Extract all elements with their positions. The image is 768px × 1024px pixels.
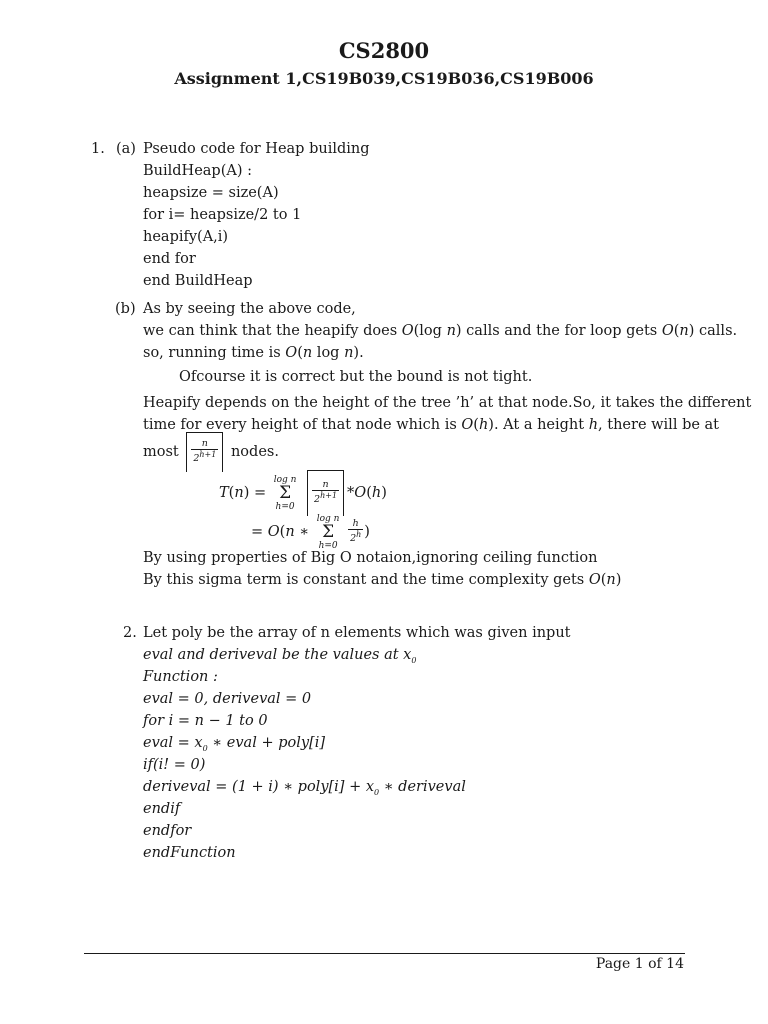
summation-2: log n Σ h=0 — [316, 513, 340, 551]
code-line-2: heapsize = size(A) — [143, 185, 279, 201]
page-number: Page 1 of 14 — [595, 956, 684, 972]
q2-intro: Let poly be the array of n elements which was given input — [143, 625, 571, 641]
part-b-line-7: most $\frac{n}{2^{h+1}}$ nodes. — [143, 432, 279, 472]
part-a-heading: Pseudo code for Heap building — [143, 141, 370, 157]
question-1-number: 1. — [91, 141, 105, 157]
part-a-label: (a) — [116, 141, 136, 157]
q2-line-2: Function : — [143, 669, 218, 685]
q2-line-8: endif — [143, 801, 181, 817]
summation: log n Σ h=0 — [273, 474, 297, 512]
q2-line-4: for i = n − 1 to 0 — [143, 713, 268, 729]
part-b-line-8: By using properties of Big O notaion,ignoring ceiling function — [143, 550, 598, 566]
part-b-line-9: By this sigma term is constant and the time complexity gets O(n) — [143, 572, 622, 588]
code-line-5: end for — [143, 251, 196, 267]
q2-line-3: eval = 0, deriveval = 0 — [143, 691, 312, 707]
code-line-6: end BuildHeap — [143, 273, 253, 289]
part-b-line-3: so, running time is O(n log n). — [143, 345, 364, 361]
q2-line-9: endfor — [143, 823, 192, 839]
code-line-4: heapify(A,i) — [143, 229, 229, 245]
part-b-line-6: time for every height of that node which is O(h). At a height h, there will be at — [143, 417, 720, 433]
equation-2: = O(n ∗ log n Σ h=0 $\frac{h}{2^h}$ ) — [251, 513, 370, 551]
document-title: CS2800 — [338, 38, 430, 63]
q2-line-10: endFunction — [143, 845, 236, 861]
q2-line-1: eval and deriveval be the values at $x_0$ — [143, 647, 417, 665]
q2-line-5: eval = $x_0$ ∗ eval + poly[i] — [143, 735, 325, 753]
q2-line-7: deriveval = (1 + i) ∗ poly[i] + $x_0$ ∗ deriveval — [143, 779, 466, 797]
part-b-line-1: As by seeing the above code, — [143, 301, 356, 317]
question-2-number: 2. — [123, 625, 137, 641]
code-line-1: BuildHeap(A) : — [143, 163, 252, 179]
equation-1: T(n) = log n Σ h=0 $\frac{n}{2^{h+1}}$ *O(h) — [219, 470, 387, 516]
part-b-label: (b) — [115, 301, 136, 317]
part-b-line-4: Ofcourse it is correct but the bound is not tight. — [179, 369, 533, 385]
code-line-3: for i= heapsize/2 to 1 — [143, 207, 302, 223]
part-b-line-5: Heapify depends on the height of the tree ’h’ at that node.So, it takes the different — [143, 395, 752, 411]
footer-rule — [84, 953, 685, 954]
ceiling-fraction: $\frac{n}{2^{h+1}}$ — [186, 432, 223, 472]
q2-line-6: if(i! = 0) — [143, 757, 206, 773]
ceiling-fraction-eq: $\frac{n}{2^{h+1}}$ — [307, 470, 344, 516]
document-subtitle: Assignment 1,CS19B039,CS19B036,CS19B006 — [174, 69, 594, 88]
part-b-line-2: we can think that the heapify does O(log n) calls and the for loop gets O(n) calls. — [143, 323, 738, 339]
